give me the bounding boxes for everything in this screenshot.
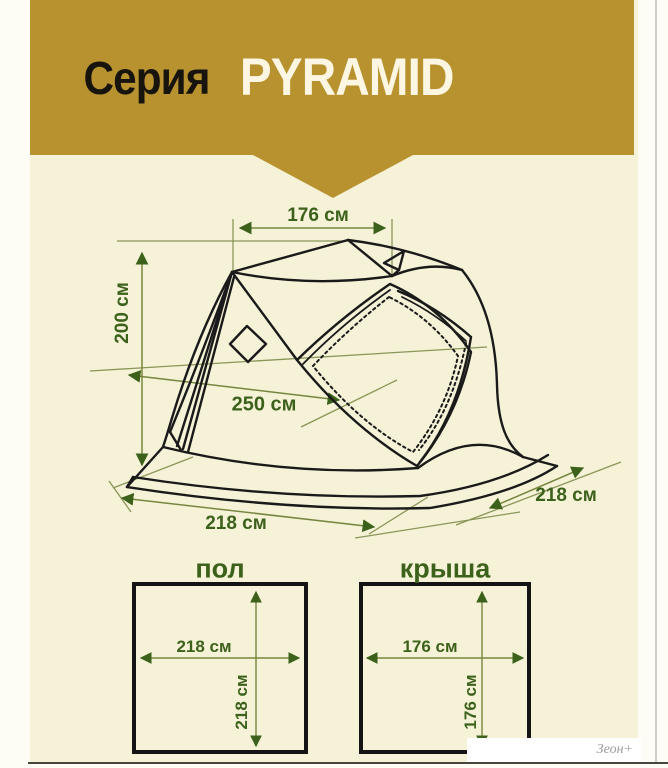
watermark-text: Зеон+ <box>596 742 633 757</box>
series-name: PYRAMID <box>240 48 454 107</box>
dim-label-front-edge: 218 см <box>205 513 267 534</box>
dim-label-top-width: 176 см <box>287 205 349 226</box>
floor-width-label: 218 см <box>176 637 232 656</box>
floor-section-title: пол <box>195 553 245 584</box>
series-label: Серия <box>83 51 210 104</box>
tent-outline <box>127 240 557 509</box>
roof-depth-label: 176 см <box>461 674 480 730</box>
roof-width-label: 176 см <box>402 637 458 656</box>
roof-section-title: крыша <box>399 553 491 584</box>
frame-right-line <box>655 0 657 762</box>
watermark-box <box>467 738 641 762</box>
frame-bottom-line <box>28 762 668 764</box>
dim-label-height: 200 см <box>112 282 133 344</box>
roof-square <box>361 584 529 752</box>
floor-square <box>134 584 306 752</box>
floor-depth-label: 218 см <box>232 674 251 730</box>
dim-label-diagonal: 250 см <box>231 393 297 416</box>
dim-label-side-edge: 218 см <box>535 485 597 506</box>
